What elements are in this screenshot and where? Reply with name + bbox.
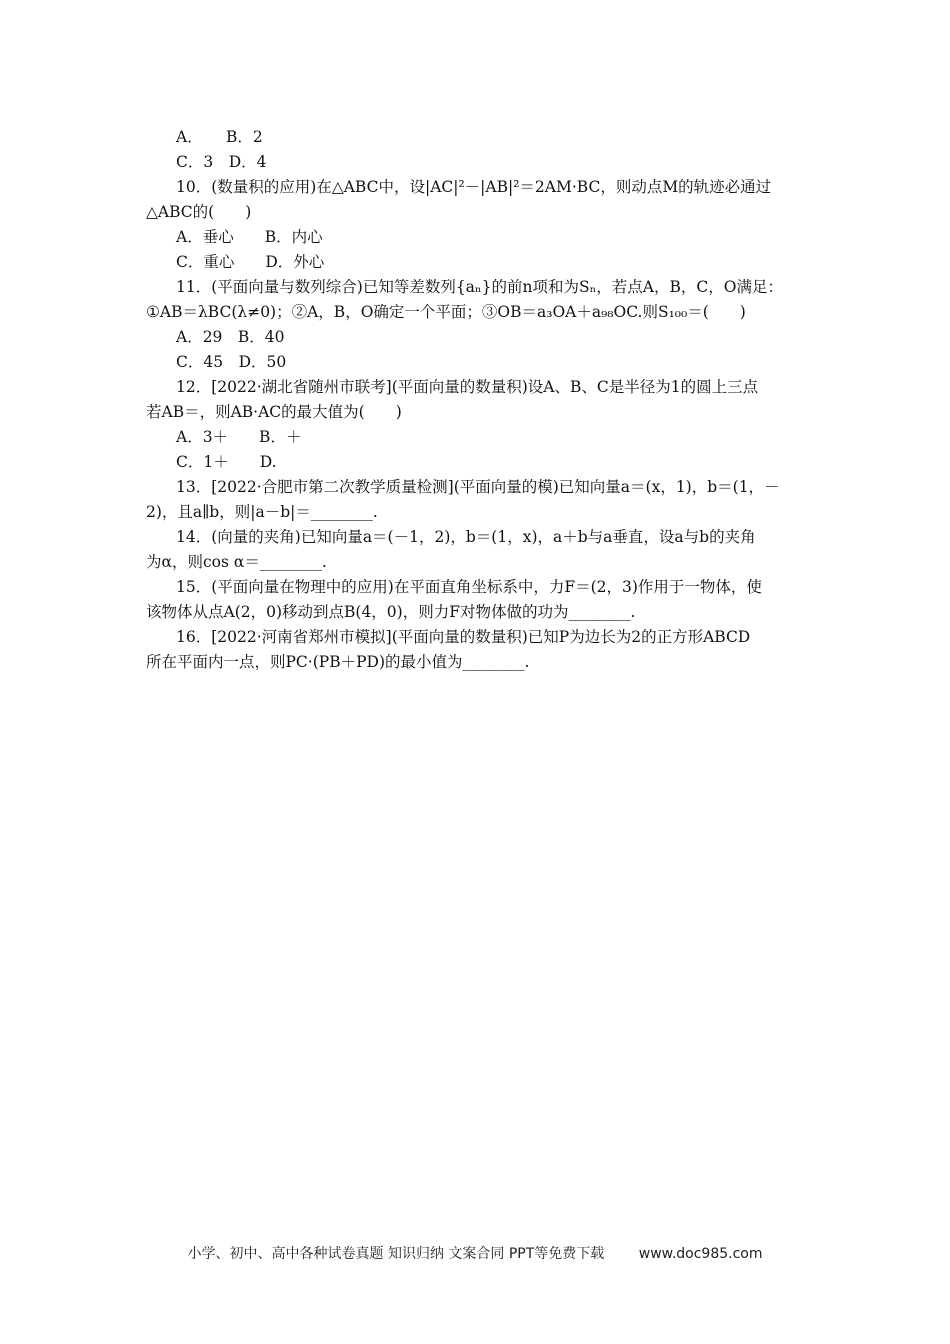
q14-stem-line2: 为α，则cos α＝________.: [146, 553, 327, 571]
q11-stem-line2: ①AB＝λBC(λ≠0)；②A，B，O确定一个平面；③OB＝a₃OA＋a₉₈OC.则S₁₀₀＝( ): [146, 303, 746, 321]
footer-url[interactable]: www.doc985.com: [638, 1246, 763, 1262]
q11-options-ab: A．29 B．40: [176, 328, 285, 346]
q16-stem-line1: 16．[2022·河南省郑州市模拟](平面向量的数量积)已知P为边长为2的正方形ABCD: [176, 628, 751, 646]
q13-stem-line2: 2)，且a∥b，则|a－b|＝________.: [146, 503, 378, 521]
q15-stem-line2: 该物体从点A(2，0)移动到点B(4，0)，则力F对物体做的功为________.: [146, 603, 636, 621]
q10-options-cd: C．重心 D．外心: [176, 253, 325, 271]
q11-stem-line1: 11．(平面向量与数列综合)已知等差数列{aₙ}的前n项和为Sₙ，若点A，B，C，O满足：: [176, 278, 783, 296]
q16-stem-line2: 所在平面内一点，则PC·(PB＋PD)的最小值为________.: [146, 653, 530, 671]
q10-options-ab: A．垂心 B．内心: [176, 228, 323, 246]
q13-stem-line1: 13．[2022·合肥市第二次教学质量检测](平面向量的模)已知向量a＝(x，1)，b＝(1，－: [176, 478, 780, 496]
q10-stem-line1: 10．(数量积的应用)在△ABC中，设|AC|²－|AB|²＝2AM·BC，则动点M的轨迹必通过: [176, 178, 772, 196]
q12-stem-line1: 12．[2022·湖北省随州市联考](平面向量的数量积)设A、B、C是半径为1的圆上三点: [176, 378, 759, 396]
q9-options-cd: C．3 D．4: [176, 153, 267, 171]
q12-options-ab: A．3＋ B．＋: [176, 428, 302, 446]
q14-stem-line1: 14．(向量的夹角)已知向量a＝(－1，2)，b＝(1，x)，a＋b与a垂直，设a与b的夹角: [176, 528, 756, 546]
q10-stem-line2: △ABC的( ): [146, 203, 252, 221]
q15-stem-line1: 15．(平面向量在物理中的应用)在平面直角坐标系中，力F＝(2，3)作用于一物体，使: [176, 578, 762, 596]
q11-options-cd: C．45 D．50: [176, 353, 287, 371]
footer-text: 小学、初中、高中各种试卷真题 知识归纳 文案合同 PPT等免费下载: [187, 1246, 605, 1262]
q12-stem-line2: 若AB＝，则AB·AC的最大值为( ): [146, 403, 402, 421]
page-footer: [0, 1243, 950, 1263]
q12-options-cd: C．1＋ D.: [176, 453, 277, 471]
q9-options-ab: A． B．2: [176, 128, 263, 146]
